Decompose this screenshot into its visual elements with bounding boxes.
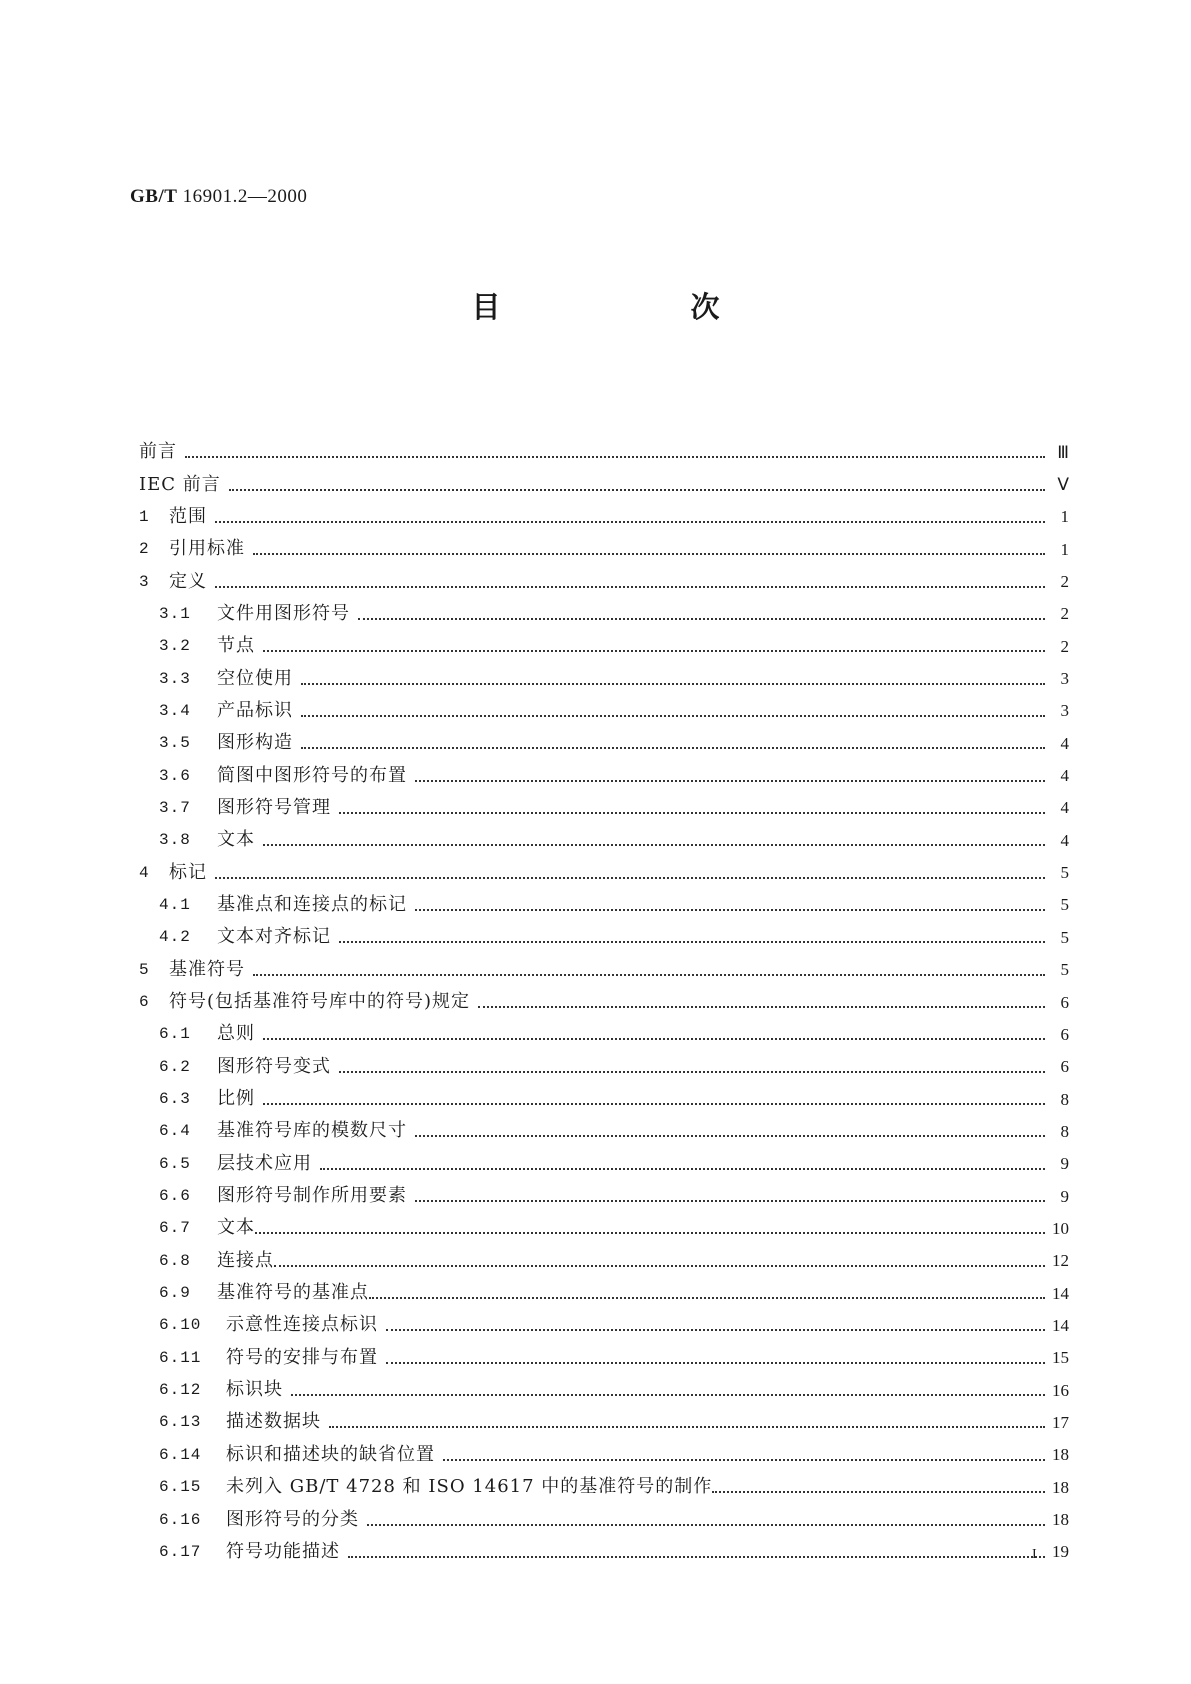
dot-leader	[215, 864, 1045, 882]
toc-entry-title: 前言	[139, 441, 177, 463]
toc-entry-page: 12	[1052, 1251, 1069, 1271]
toc-entry-number: 3.5	[159, 734, 191, 753]
toc-entry-title: 基准符号	[169, 958, 245, 980]
toc-entry-number: 3.1	[159, 604, 191, 623]
toc-entry-title: 文本	[217, 829, 255, 851]
toc-entry-page: 15	[1052, 1348, 1069, 1368]
toc-entry-title: 连接点	[217, 1249, 274, 1271]
toc-entry-page: 6	[1060, 1024, 1069, 1044]
dot-leader	[478, 993, 1045, 1011]
toc-entry-number: 3.7	[159, 798, 191, 817]
toc-entry-page: 14	[1052, 1315, 1069, 1335]
toc-entry-number: 6.9	[159, 1284, 191, 1303]
toc-entry[interactable]	[139, 792, 1069, 824]
toc-entry-page: 3	[1060, 669, 1069, 689]
toc-entry[interactable]	[139, 889, 1069, 921]
toc-entry-title: 产品标识	[217, 699, 293, 721]
toc-entry-page: 10	[1052, 1218, 1069, 1238]
toc-entry[interactable]	[139, 565, 1069, 597]
dot-leader	[253, 961, 1045, 979]
toc-entry-title: 节点	[217, 635, 255, 657]
toc-entry-title: 范围	[169, 505, 207, 527]
toc-entry-page: 16	[1052, 1380, 1069, 1400]
toc-entry-page: 17	[1052, 1412, 1069, 1432]
toc-entry-title: 层技术应用	[217, 1152, 312, 1174]
toc-entry[interactable]	[139, 727, 1069, 759]
toc-entry-number: 6.15	[159, 1478, 202, 1497]
dot-leader	[291, 1381, 1045, 1399]
toc-entry-number: 6.16	[159, 1510, 202, 1529]
toc-entry[interactable]	[139, 1406, 1069, 1438]
toc-entry-number: 4.2	[159, 928, 191, 947]
dot-leader	[369, 1284, 1045, 1302]
toc-entry-title: 示意性连接点标识	[226, 1314, 378, 1336]
dot-leader	[415, 767, 1045, 785]
toc-entry-number: 2	[139, 540, 150, 559]
toc-entry[interactable]	[139, 1342, 1069, 1374]
dot-leader	[386, 1349, 1045, 1367]
dot-leader	[215, 573, 1045, 591]
toc-entry-title: 图形符号管理	[217, 796, 331, 818]
toc-entry[interactable]	[139, 921, 1069, 953]
toc-entry-number: 4	[139, 863, 150, 882]
toc-entry-page: 3	[1060, 701, 1069, 721]
toc-entry[interactable]	[139, 1471, 1069, 1503]
dot-leader	[358, 605, 1045, 623]
dot-leader	[301, 702, 1045, 720]
dot-leader	[229, 476, 1045, 494]
toc-entry[interactable]	[139, 533, 1069, 565]
toc-entry-page: 2	[1060, 604, 1069, 624]
toc-entry-number: 3.6	[159, 766, 191, 785]
toc-entry-page: 8	[1060, 1121, 1069, 1141]
toc-entry[interactable]	[139, 598, 1069, 630]
dot-leader	[263, 637, 1045, 655]
toc-entry-title: 图形符号变式	[217, 1055, 331, 1077]
toc-entry-page: 8	[1060, 1089, 1069, 1109]
toc-entry-page: 4	[1060, 733, 1069, 753]
toc-entry-number: 6.12	[159, 1381, 202, 1400]
toc-entry-title: 总则	[217, 1023, 255, 1045]
toc-entry-page: Ⅲ	[1057, 442, 1069, 462]
toc-entry[interactable]	[139, 1148, 1069, 1180]
toc-entry-number: 6.4	[159, 1122, 191, 1141]
toc-entry-number: 6.1	[159, 1025, 191, 1044]
toc-entry-number: 6	[139, 993, 150, 1012]
toc-entry[interactable]	[139, 630, 1069, 662]
dot-leader	[339, 1058, 1045, 1076]
toc-entry-number: 3.4	[159, 701, 191, 720]
toc-entry[interactable]	[139, 662, 1069, 694]
standard-code: 16901.2—2000	[182, 186, 308, 207]
toc-entry-title: 符号(包括基准符号库中的符号)规定	[169, 991, 471, 1013]
toc-entry[interactable]	[139, 759, 1069, 791]
toc-entry-number: 6.2	[159, 1057, 191, 1076]
toc-entry-title: 标识块	[226, 1379, 283, 1401]
toc-entry[interactable]	[139, 695, 1069, 727]
toc-entry-page: 5	[1060, 927, 1069, 947]
toc-entry-title: 空位使用	[217, 667, 293, 689]
dot-leader	[339, 799, 1045, 817]
dot-leader	[712, 1478, 1045, 1496]
toc-entry[interactable]	[139, 1277, 1069, 1309]
toc-entry-title: 标记	[169, 861, 207, 883]
dot-leader	[215, 508, 1045, 526]
toc-entry-title: 图形构造	[217, 732, 293, 754]
dot-leader	[185, 443, 1045, 461]
page-title: 目 次	[471, 290, 810, 324]
dot-leader	[263, 831, 1045, 849]
toc-entry-number: 5	[139, 960, 150, 979]
toc-entry[interactable]	[139, 1374, 1069, 1406]
toc-entry[interactable]	[139, 501, 1069, 533]
toc-entry-number: 6.10	[159, 1316, 202, 1335]
toc-entry-title: 简图中图形符号的布置	[217, 764, 407, 786]
dot-leader	[386, 1316, 1045, 1334]
toc-entry-title: 未列入 GB/T 4728 和 ISO 14617 中的基准符号的制作	[226, 1476, 713, 1498]
toc-entry-page: 9	[1060, 1154, 1069, 1174]
dot-leader	[415, 1122, 1045, 1140]
toc-entry-number: 6.6	[159, 1187, 191, 1206]
toc-entry-page: 1	[1060, 539, 1069, 559]
standard-number	[130, 186, 307, 208]
toc-entry-page: 5	[1060, 863, 1069, 883]
toc-entry-title: 文本	[217, 1217, 255, 1239]
dot-leader	[263, 1025, 1045, 1043]
toc-entry[interactable]	[139, 1051, 1069, 1083]
toc-entry-page: Ⅴ	[1057, 475, 1069, 495]
toc-entry-page: 18	[1052, 1445, 1069, 1465]
dot-leader	[329, 1413, 1045, 1431]
dot-leader	[253, 540, 1045, 558]
toc-entry[interactable]	[139, 1439, 1069, 1471]
toc-entry-title: 标识和描述块的缺省位置	[226, 1443, 435, 1465]
toc-entry-title: 文本对齐标记	[217, 926, 331, 948]
dot-leader	[367, 1511, 1045, 1529]
toc-entry-page: 4	[1060, 766, 1069, 786]
toc-entry-number: 6.17	[159, 1542, 202, 1561]
toc-entry-title: 引用标准	[169, 538, 245, 560]
toc-entry[interactable]	[139, 1245, 1069, 1277]
toc-entry-title: 定义	[169, 570, 207, 592]
dot-leader	[339, 928, 1045, 946]
toc-entry-title: 图形符号的分类	[226, 1508, 359, 1530]
toc-entry[interactable]	[139, 856, 1069, 888]
toc-entry-number: 4.1	[159, 895, 191, 914]
toc-entry-number: 3.2	[159, 637, 191, 656]
toc-entry-page: 14	[1052, 1283, 1069, 1303]
standard-prefix: GB/T	[130, 186, 178, 207]
dot-leader	[348, 1543, 1045, 1561]
toc-entry-page: 2	[1060, 636, 1069, 656]
toc-entry-number: 6.11	[159, 1348, 202, 1367]
toc-entry-title: IEC 前言	[139, 473, 221, 495]
dot-leader	[443, 1446, 1045, 1464]
toc-entry-title: 基准点和连接点的标记	[217, 893, 407, 915]
toc-entry-page: 4	[1060, 830, 1069, 850]
toc-entry[interactable]	[139, 1212, 1069, 1244]
page-folio: I	[1032, 1547, 1037, 1562]
dot-leader	[274, 1252, 1045, 1270]
toc-entry-title: 符号的安排与布置	[226, 1346, 378, 1368]
toc-entry-page: 9	[1060, 1186, 1069, 1206]
toc-entry-title: 比例	[217, 1088, 255, 1110]
toc-entry[interactable]	[139, 1180, 1069, 1212]
toc-entry-number: 1	[139, 507, 150, 526]
toc-entry-title: 描述数据块	[226, 1411, 321, 1433]
toc-entry[interactable]	[139, 1083, 1069, 1115]
toc-entry[interactable]	[139, 1536, 1069, 1568]
toc-entry-page: 18	[1052, 1510, 1069, 1530]
toc-entry-page: 6	[1060, 1057, 1069, 1077]
toc-entry-page: 5	[1060, 895, 1069, 915]
table-of-contents	[139, 436, 1069, 1568]
toc-entry[interactable]	[139, 1503, 1069, 1535]
dot-leader	[415, 1187, 1045, 1205]
dot-leader	[301, 734, 1045, 752]
toc-entry-number: 6.7	[159, 1219, 191, 1238]
toc-entry-number: 3.8	[159, 831, 191, 850]
dot-leader	[415, 896, 1045, 914]
toc-entry-title: 基准符号库的模数尺寸	[217, 1120, 407, 1142]
toc-entry[interactable]	[139, 1115, 1069, 1147]
toc-entry-number: 6.5	[159, 1154, 191, 1173]
toc-entry[interactable]	[139, 468, 1069, 500]
toc-entry-page: 18	[1052, 1477, 1069, 1497]
toc-entry-page: 2	[1060, 572, 1069, 592]
toc-entry-page: 1	[1060, 507, 1069, 527]
dot-leader	[301, 670, 1045, 688]
dot-leader	[320, 1155, 1045, 1173]
toc-entry[interactable]	[139, 986, 1069, 1018]
toc-entry-number: 6.13	[159, 1413, 202, 1432]
toc-entry-title: 图形符号制作所用要素	[217, 1185, 407, 1207]
toc-entry-number: 6.8	[159, 1251, 191, 1270]
toc-entry-number: 6.14	[159, 1445, 202, 1464]
toc-entry-page: 6	[1060, 992, 1069, 1012]
toc-entry[interactable]	[139, 824, 1069, 856]
dot-leader	[255, 1219, 1045, 1237]
dot-leader	[263, 1090, 1045, 1108]
toc-entry-title: 基准符号的基准点	[217, 1282, 369, 1304]
toc-entry-title: 符号功能描述	[226, 1540, 340, 1562]
toc-entry[interactable]	[139, 436, 1069, 468]
toc-entry-title: 文件用图形符号	[217, 602, 350, 624]
toc-entry[interactable]	[139, 1018, 1069, 1050]
toc-entry[interactable]	[139, 1309, 1069, 1341]
toc-entry-page: 4	[1060, 798, 1069, 818]
toc-entry-page: 19	[1052, 1542, 1069, 1562]
toc-entry-number: 3.3	[159, 669, 191, 688]
toc-entry[interactable]	[139, 954, 1069, 986]
toc-entry-page: 5	[1060, 960, 1069, 980]
toc-entry-number: 6.3	[159, 1090, 191, 1109]
toc-entry-number: 3	[139, 572, 150, 591]
